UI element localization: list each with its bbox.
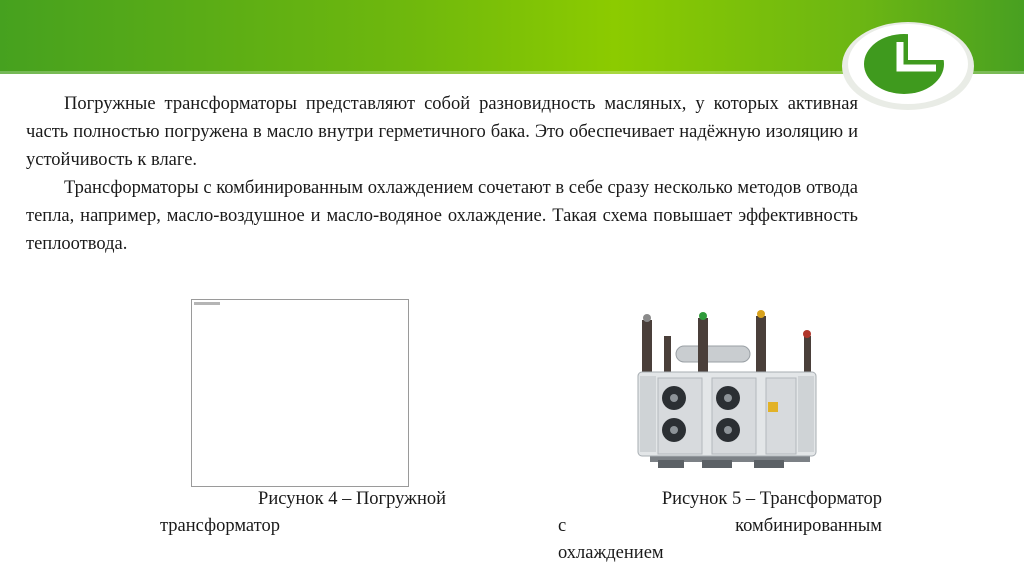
logo-icon — [838, 12, 976, 114]
figure-4-caption-line1: Рисунок 4 – Погружной — [258, 489, 446, 509]
figure-4-caption — [160, 486, 446, 540]
paragraph-immersion-transformers: Погружные трансформаторы представляют собой разновидность масляных, у которых активная часть полностью погружена в масло внутри герметичного бака. Это обеспечивает надёжную изоляцию и устойчивость к влаге. — [26, 94, 858, 170]
tiny-caption-mark — [194, 302, 220, 305]
figure-4-image-placeholder — [191, 299, 409, 487]
figure-4-caption-line2: трансформатор — [160, 516, 280, 536]
figure-5-caption — [558, 486, 882, 567]
figure-5-caption-word1: с — [558, 516, 567, 536]
body-text — [26, 90, 858, 258]
paragraph-combined-cooling: Трансформаторы с комбинированным охлаждением сочетают в себе сразу несколько методов отвода тепла, например, масло-воздушное и масло-водяное охлаждение. Такая схема повышает эффективность теплоотвода. — [26, 178, 858, 254]
figure-5-transformer-photo — [628, 306, 826, 472]
figure-5-caption-line2 — [558, 513, 882, 540]
figure-5-caption-word2: комбинированным — [735, 516, 882, 536]
figure-5-caption-line1: Рисунок 5 – Трансформатор — [661, 489, 882, 509]
figure-5-caption-line3: охлаждением — [558, 543, 664, 563]
